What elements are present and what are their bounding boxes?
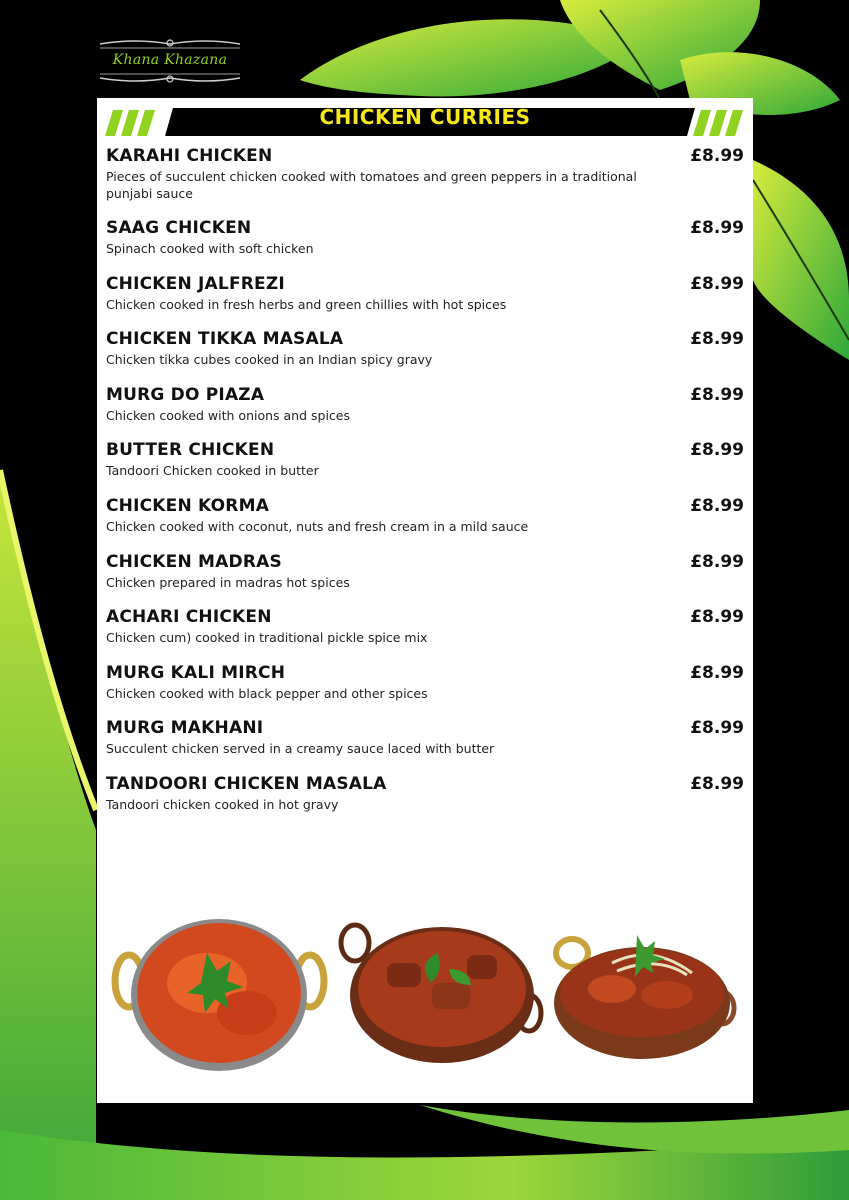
item-name: BUTTER CHICKEN [106, 440, 275, 461]
item-name: CHICKEN JALFREZI [106, 273, 285, 294]
item-name: MURG KALI MIRCH [106, 662, 286, 683]
item-name: KARAHI CHICKEN [106, 146, 273, 166]
item-name: ACHARI CHICKEN [106, 607, 272, 628]
menu-item [106, 274, 744, 330]
menu-item [106, 385, 744, 441]
item-price: £8.99 [690, 662, 744, 683]
section-title: CHICKEN CURRIES [319, 105, 531, 129]
item-price: £8.99 [690, 551, 744, 572]
item-description: Chicken cooked with coconut, nuts and fresh cream in a mild sauce [106, 518, 529, 534]
item-name: SAAG CHICKEN [106, 218, 252, 238]
item-description: Tandoori Chicken cooked in butter [106, 463, 319, 479]
item-price: £8.99 [690, 440, 744, 461]
item-description: Chicken prepared in madras hot spices [106, 574, 350, 590]
menu-item [106, 774, 744, 830]
menu-item [106, 607, 744, 663]
menu-item [106, 663, 744, 719]
menu-item [106, 718, 744, 774]
item-description: Chicken cooked in fresh herbs and green chillies with hot spices [106, 296, 507, 312]
curry-bowl-icon [542, 913, 742, 1078]
item-description: Tandoori chicken cooked in hot gravy [106, 796, 339, 812]
item-name: TANDOORI CHICKEN MASALA [106, 773, 387, 794]
menu-item [106, 552, 744, 608]
item-name: MURG DO PIAZA [106, 384, 265, 405]
item-price: £8.99 [690, 329, 744, 350]
item-price: £8.99 [690, 218, 744, 238]
item-description: Chicken cooked with onions and spices [106, 407, 351, 423]
curry-bowl-icon [107, 913, 332, 1078]
item-price: £8.99 [690, 384, 744, 405]
menu-item [106, 329, 744, 385]
item-description: Chicken cum) cooked in traditional pickle spice mix [106, 630, 428, 646]
item-price: £8.99 [690, 718, 744, 739]
menu-item [106, 146, 744, 218]
item-price: £8.99 [690, 273, 744, 294]
item-price: £8.99 [690, 607, 744, 628]
item-description: Chicken tikka cubes cooked in an Indian spicy gravy [106, 352, 433, 368]
menu-item [106, 496, 744, 552]
item-name: CHICKEN TIKKA MASALA [106, 329, 344, 350]
menu-card [97, 98, 753, 1103]
menu-item [106, 218, 744, 274]
item-description: Chicken cooked with black pepper and other spices [106, 685, 428, 701]
item-price: £8.99 [690, 495, 744, 516]
item-description: Succulent chicken served in a creamy sauce laced with butter [106, 741, 495, 757]
curry-bowl-icon [337, 913, 547, 1078]
item-description: Pieces of succulent chicken cooked with tomatoes and green peppers in a traditional punjabi sauce [106, 169, 637, 201]
item-price: £8.99 [690, 773, 744, 794]
brand-logo [95, 36, 245, 86]
item-name: MURG MAKHANI [106, 718, 264, 739]
item-price: £8.99 [690, 146, 744, 166]
brand-name: Khana Khazana [112, 52, 228, 68]
menu-item [106, 440, 744, 496]
item-description: Spinach cooked with soft chicken [106, 241, 314, 256]
item-name: CHICKEN KORMA [106, 495, 270, 516]
menu-list [106, 146, 744, 830]
item-name: CHICKEN MADRAS [106, 551, 282, 572]
